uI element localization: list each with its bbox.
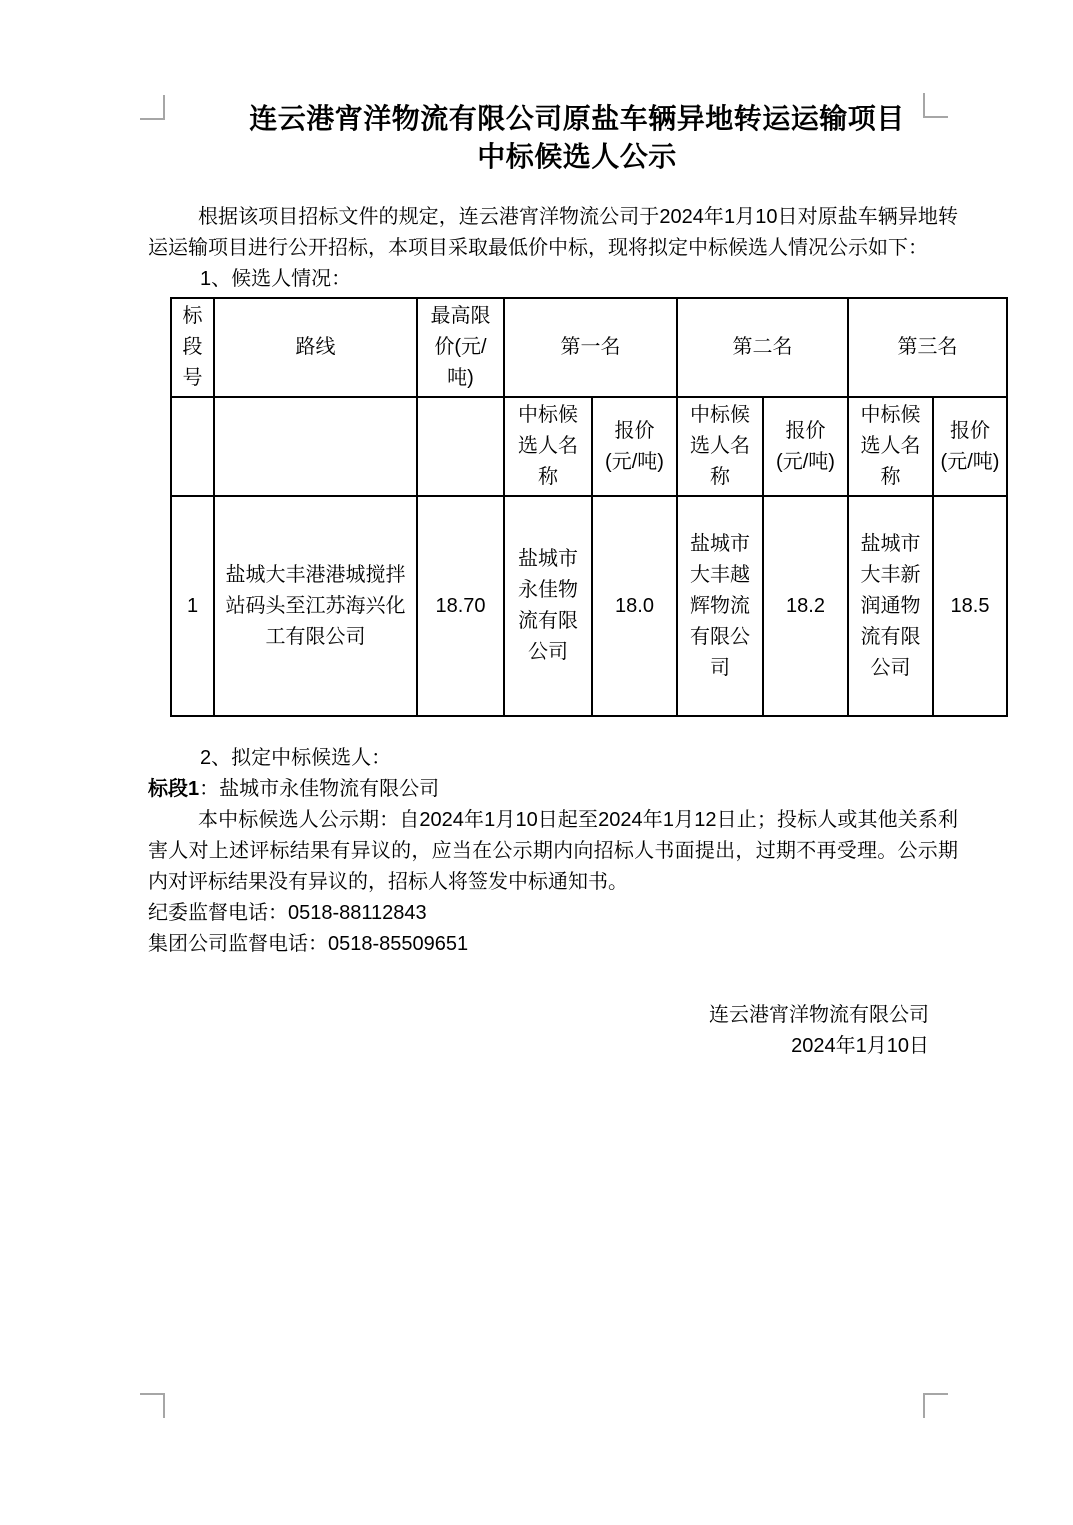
header-candidate-name-2: 中标候选人名称 xyxy=(677,397,763,496)
header-empty-1 xyxy=(171,397,214,496)
section2-heading: 2、拟定中标候选人： xyxy=(200,747,392,769)
cell-route: 盐城大丰港港城搅拌站码头至江苏海兴化工有限公司 xyxy=(214,496,417,716)
signature-company: 连云港宵洋物流有限公司 xyxy=(709,1004,929,1026)
corner-mark-top-left-icon xyxy=(140,95,165,120)
header-first-place: 第一名 xyxy=(504,298,677,397)
header-third-place: 第三名 xyxy=(848,298,1007,397)
table-header-row-2 xyxy=(171,397,1007,496)
winner-label: 标段1 xyxy=(148,778,200,800)
corner-mark-bottom-right-icon xyxy=(923,1393,948,1418)
discipline-phone-line: 纪委监督电话：0518-88112843 xyxy=(148,902,427,924)
intro-paragraph: 根据该项目招标文件的规定，连云港宵洋物流公司于2024年1月10日对原盐车辆异地转运运输项目进行公开招标，本项目采取最低价中标，现将拟定中标候选人情况公示如下： xyxy=(148,206,958,259)
header-route: 路线 xyxy=(214,298,417,397)
page-title xyxy=(148,100,1006,176)
signature-date: 2024年1月10日 xyxy=(791,1035,929,1057)
header-max-price: 最高限价(元/吨) xyxy=(417,298,504,397)
winner-line xyxy=(148,774,1006,805)
cell-first-price: 18.0 xyxy=(592,496,677,716)
header-section-no: 标段号 xyxy=(171,298,214,397)
cell-third-candidate: 盐城市大丰新润通物流有限公司 xyxy=(848,496,933,716)
header-quote-3: 报价(元/吨) xyxy=(933,397,1007,496)
table-row xyxy=(171,496,1007,716)
section1-heading: 1、候选人情况： xyxy=(200,268,352,290)
candidates-table xyxy=(170,297,1008,717)
header-empty-3 xyxy=(417,397,504,496)
corner-mark-bottom-left-icon xyxy=(140,1393,165,1418)
header-quote-2: 报价(元/吨) xyxy=(763,397,848,496)
group-phone-line: 集团公司监督电话：0518-85509651 xyxy=(148,933,469,955)
signature-block xyxy=(148,1000,1006,1062)
cell-third-price: 18.5 xyxy=(933,496,1007,716)
page-title-line1: 连云港宵洋物流有限公司原盐车辆异地转运运输项目 xyxy=(249,103,905,134)
notice-paragraph: 本中标候选人公示期：自2024年1月10日起至2024年1月12日止；投标人或其他关系利害人对上述评标结果有异议的，应当在公示期内向招标人书面提出，过期不再受理。公示期内对评标结果没有异议的，招标人将签发中标通知书。 xyxy=(148,809,958,893)
header-second-place: 第二名 xyxy=(677,298,848,397)
cell-max-price: 18.70 xyxy=(417,496,504,716)
winner-value: ：盐城市永佳物流有限公司 xyxy=(199,778,440,800)
cell-second-candidate: 盐城市大丰越辉物流有限公司 xyxy=(677,496,763,716)
header-quote-1: 报价(元/吨) xyxy=(592,397,677,496)
corner-mark-top-right-icon xyxy=(923,93,948,118)
header-candidate-name-1: 中标候选人名称 xyxy=(504,397,592,496)
cell-first-candidate: 盐城市永佳物流有限公司 xyxy=(504,496,592,716)
cell-second-price: 18.2 xyxy=(763,496,848,716)
header-empty-2 xyxy=(214,397,417,496)
header-candidate-name-3: 中标候选人名称 xyxy=(848,397,933,496)
cell-section-no: 1 xyxy=(171,496,214,716)
table-header-row-1 xyxy=(171,298,1007,397)
page-title-line2: 中标候选人公示 xyxy=(477,141,677,172)
